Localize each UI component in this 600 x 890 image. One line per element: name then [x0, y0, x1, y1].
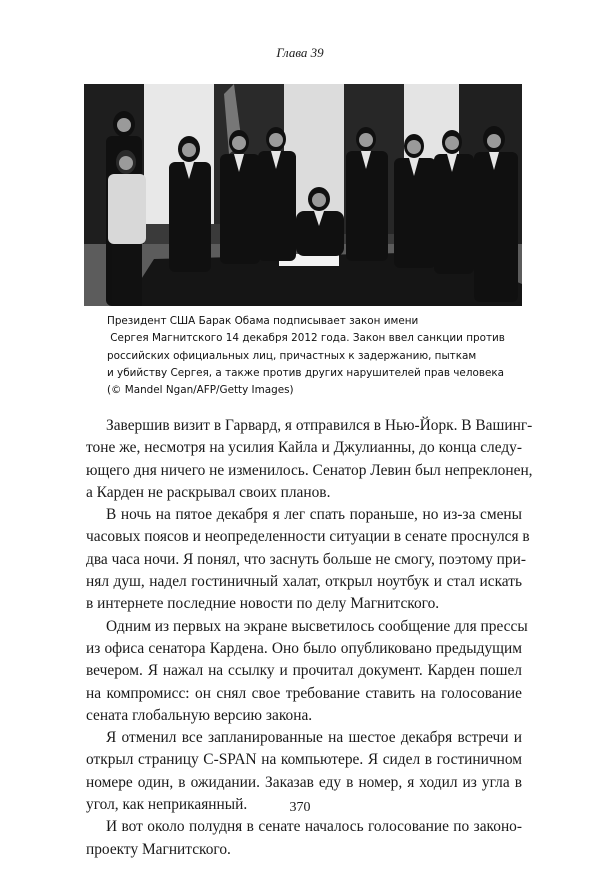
- text-line: а Карден не раскрывал своих планов.: [86, 483, 331, 501]
- text-line: часовых поясов и неопределенности ситуации в сенате проснулся в: [86, 528, 530, 546]
- caption-line: Сергея Магнитского 14 декабря 2012 года. Закон ввел санкции против: [107, 332, 505, 345]
- text-line: Я отменил все запланированные на шестое декабря встречи и: [106, 729, 522, 747]
- caption-line: Президент США Барак Обама подписывает закон имени: [107, 315, 419, 327]
- text-line: Одним из первых на экране высветилось сообщение для прессы: [106, 617, 528, 635]
- caption-line: и убийству Сергея, а также против других нарушителей прав человека: [107, 366, 504, 379]
- body-text: [86, 415, 533, 861]
- text-line: из офиса сенатора Кардена. Оно было опубликовано предыдущим: [86, 639, 522, 657]
- text-line: номере один, в ожидании. Заказав еду в номер, я ходил из угла в: [86, 773, 522, 791]
- text-line: открыл страницу C-SPAN на компьютере. Я сидел в гостиничном: [86, 751, 522, 769]
- caption-line: (© Mandel Ngan/AFP/Getty Images): [107, 384, 294, 397]
- text-line: в интернете последние новости по делу Магнитского.: [86, 595, 440, 613]
- text-line: сената глобальную версию закона.: [86, 706, 313, 724]
- signing-ceremony-photo: [84, 84, 522, 306]
- text-line: два часа ночи. Я понял, что заснуть больше не смогу, поэтому при-: [86, 550, 526, 568]
- text-line: на компромисс: он снял свое требование ставить на голосование: [86, 684, 522, 702]
- text-line: проекту Магнитского.: [86, 840, 231, 858]
- text-line: нял душ, надел гостиничный халат, открыл ноутбук и стал искать: [86, 573, 522, 591]
- chapter-header: Глава 39: [276, 45, 324, 60]
- page-number: 370: [289, 800, 311, 815]
- text-line: тоне же, несмотря на усилия Кайла и Джулианны, до конца следу-: [86, 439, 522, 457]
- photo-caption: [107, 313, 507, 399]
- text-line: вечером. Я нажал на ссылку и прочитал документ. Карден пошел: [86, 662, 522, 680]
- text-line: В ночь на пятое декабря я лег спать пораньше, но из-за смены: [106, 506, 522, 524]
- text-line: И вот около полудня в сенате началось голосование по законо-: [106, 818, 522, 836]
- text-line: ющего дня ничего не изменилось. Сенатор Левин был непреклонен,: [86, 461, 533, 479]
- photo-illustration: [84, 84, 522, 306]
- text-line: Завершив визит в Гарвард, я отправился в Нью-Йорк. В Вашинг-: [106, 417, 533, 434]
- text-line: угол, как неприкаянный.: [86, 796, 248, 814]
- caption-line: российских официальных лиц, причастных к задержанию, пыткам: [107, 349, 477, 362]
